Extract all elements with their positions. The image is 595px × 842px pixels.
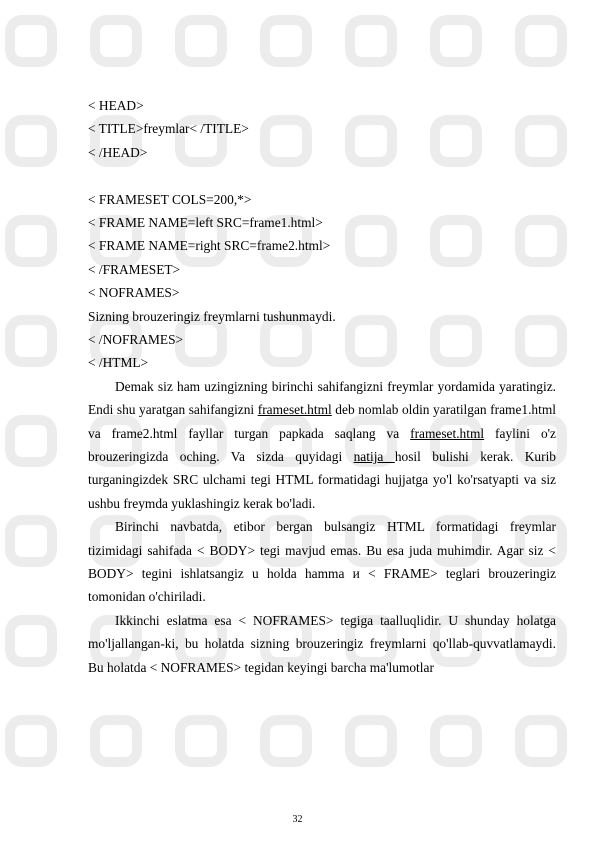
- para1-text-4: hosil bulishi kerak. Kurib turganingizdek SRC ulchami tegi HTML formatidagi hujjatga yo'l ko'rsatyapti va siz ushbu freymda yuklashingiz kerak bo'ladi.: [88, 448, 556, 511]
- paragraph-2: Birinchi navbatda, etibor bergan bulsangiz HTML formatidagi freymlar tizimidagi sahifada < BODY> tegi mavjud emas. Bu esa juda muhimdir. Agar siz < BODY> tegini ishlatsangiz u holda hamma и < FRAME> teglari brouzeringiz tomonidan o'chiriladi.: [88, 519, 556, 605]
- code-line: < /HEAD>: [88, 144, 148, 160]
- code-line: < HEAD>: [88, 98, 144, 113]
- code-line: < NOFRAMES>: [88, 285, 180, 301]
- code-line: < /HTML>: [88, 355, 149, 371]
- code-line: < TITLE>freymlar< /TITLE>: [88, 121, 249, 137]
- document-body: [88, 94, 556, 679]
- code-line: < FRAMESET COLS=200,*>: [88, 191, 252, 207]
- code-line: < /FRAMESET>: [88, 261, 181, 277]
- code-line: < /NOFRAMES>: [88, 331, 184, 347]
- paragraph-1: [88, 375, 556, 515]
- code-line: < FRAME NAME=right SRC=frame2.html>: [88, 238, 331, 254]
- paragraph-3: Ikkinchi eslatma esa < NOFRAMES> tegiga taalluqlidir. U shunday holatga mo'ljallangan-ki, bu holatda sizning brouzeringiz freymlarni qo'llab-quvvatlamaydi. Bu holatda < NOFRAMES> tegidan keyingi barcha ma'lumotlar: [88, 612, 556, 675]
- code-block-frameset: [88, 188, 556, 375]
- frameset-link-2[interactable]: frameset.html: [410, 425, 485, 441]
- frameset-link-1[interactable]: frameset.html: [257, 402, 332, 418]
- natija-link[interactable]: natija: [353, 448, 395, 464]
- code-line: Sizning brouzeringiz freymlarni tushunmaydi.: [88, 308, 336, 324]
- code-line: < FRAME NAME=left SRC=frame1.html>: [88, 214, 323, 230]
- page-number: 32: [292, 814, 303, 825]
- blank-line: [88, 164, 556, 187]
- para1-text-1: Demak siz ham uzingizning birinchi sahifangizni freymlar yordamida yaratingiz. Endi shu yaratgan sahifangizni: [88, 378, 556, 418]
- code-block-head: [88, 94, 556, 164]
- para1-text-2: deb nomlab oldin yaratilgan frame1.html va frame2.html fayllar turgan papkada saqlang va: [88, 402, 556, 441]
- para1-text-3: faylini o'z brouzeringizda oching. Va sizda quyidagi: [88, 425, 556, 464]
